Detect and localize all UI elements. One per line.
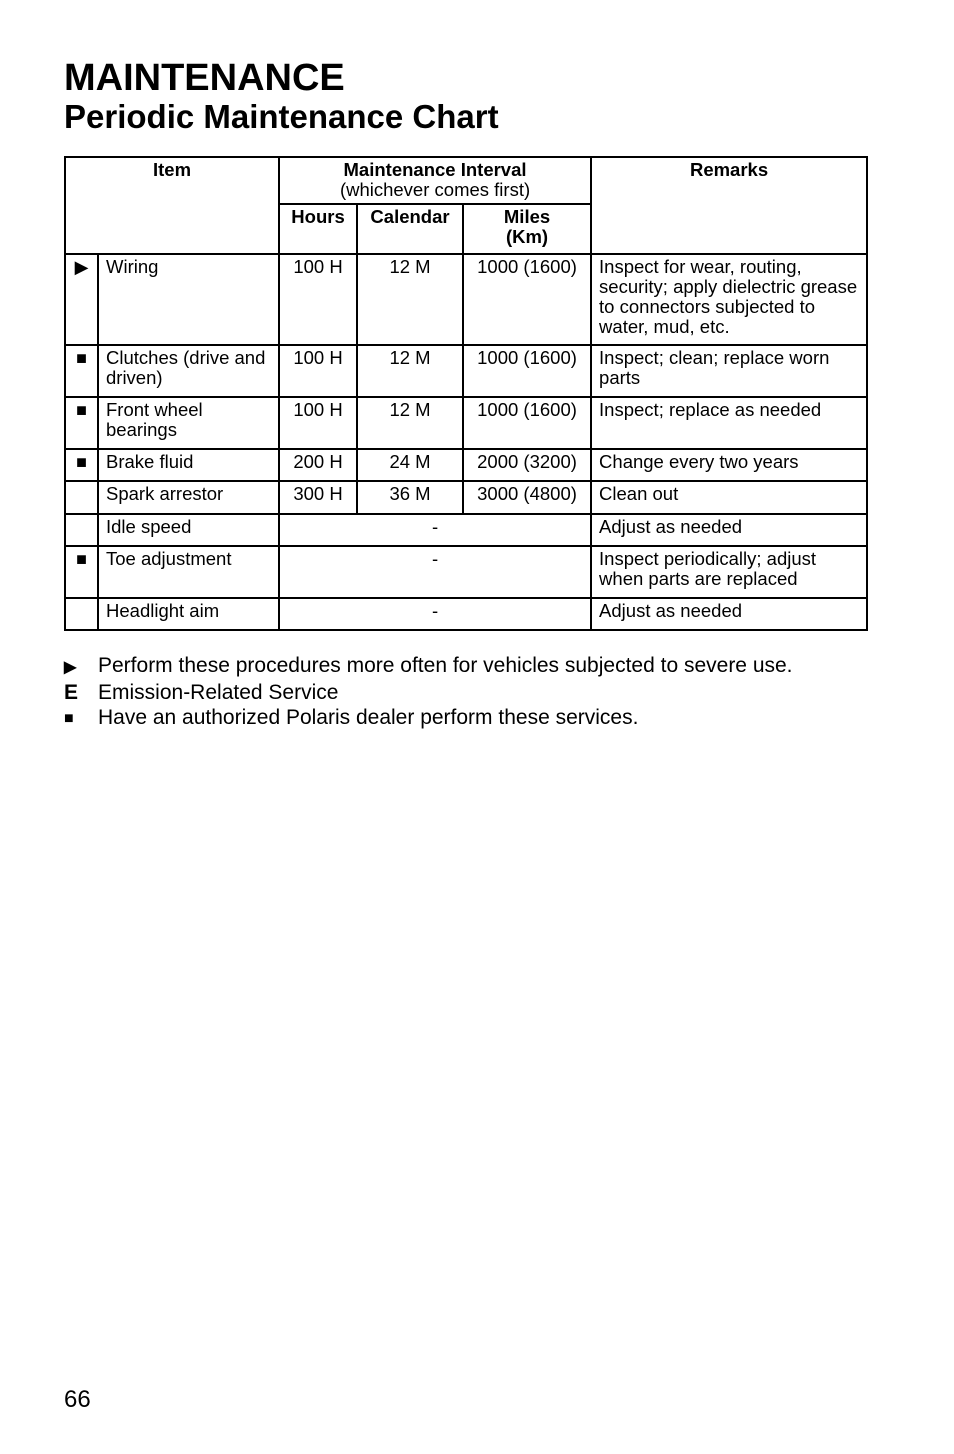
row-miles: 1000 (1600) [463, 397, 591, 449]
row-interval: - [279, 514, 591, 546]
legend-text: Have an authorized Polaris dealer perform these services. [98, 706, 639, 729]
header-remarks: Remarks [591, 157, 867, 254]
row-remarks: Change every two years [591, 449, 867, 481]
row-interval: - [279, 546, 591, 598]
legend-item [64, 680, 864, 705]
header-hours: Hours [279, 204, 357, 254]
table-row [65, 345, 867, 397]
dealer-service-marker: ■ [65, 546, 98, 598]
row-item: Front wheel bearings [98, 397, 279, 449]
header-km-label: (Km) [505, 226, 549, 247]
row-calendar: 12 M [357, 254, 463, 345]
row-marker [65, 598, 98, 630]
header-miles [463, 204, 591, 254]
section-title: Periodic Maintenance Chart [64, 98, 499, 135]
row-marker [65, 481, 98, 514]
row-remarks: Inspect periodically; adjust when parts are replaced [591, 546, 867, 598]
page-number: 66 [64, 1386, 91, 1413]
row-item: Brake fluid [98, 449, 279, 481]
row-calendar: 12 M [357, 345, 463, 397]
emission-icon: E [64, 681, 79, 704]
row-calendar: 12 M [357, 397, 463, 449]
row-remarks: Clean out [591, 481, 867, 514]
table-row [65, 481, 867, 514]
header-interval-note: (whichever comes first) [339, 179, 531, 200]
header-interval [279, 157, 591, 204]
row-hours: 200 H [279, 449, 357, 481]
page-title: MAINTENANCE [64, 57, 345, 99]
row-interval: - [279, 598, 591, 630]
row-miles: 1000 (1600) [463, 345, 591, 397]
row-calendar: 24 M [357, 449, 463, 481]
row-item: Headlight aim [98, 598, 279, 630]
row-miles: 2000 (3200) [463, 449, 591, 481]
table-row [65, 546, 867, 598]
row-hours: 100 H [279, 397, 357, 449]
row-calendar: 36 M [357, 481, 463, 514]
legend-item [64, 653, 864, 680]
row-remarks: Inspect for wear, routing, security; apply dielectric grease to connectors subjected to water, mud, etc. [591, 254, 867, 345]
row-marker [65, 514, 98, 546]
square-icon: ■ [64, 710, 74, 727]
row-item: Idle speed [98, 514, 279, 546]
row-remarks: Adjust as needed [591, 598, 867, 630]
row-remarks: Adjust as needed [591, 514, 867, 546]
dealer-service-marker: ■ [65, 449, 98, 481]
table-header-row [65, 157, 867, 204]
table-row [65, 397, 867, 449]
dealer-service-marker: ■ [65, 397, 98, 449]
row-item: Spark arrestor [98, 481, 279, 514]
row-item: Toe adjustment [98, 546, 279, 598]
header-interval-label: Maintenance Interval [343, 159, 527, 180]
table-row [65, 514, 867, 546]
table-row [65, 598, 867, 630]
legend-text: Emission-Related Service [98, 681, 339, 704]
table-row [65, 254, 867, 345]
legend-text: Perform these procedures more often for vehicles subjected to severe use. [98, 654, 793, 677]
severe-use-marker: ▶ [65, 254, 98, 345]
table-row [65, 449, 867, 481]
row-item: Clutches (drive and driven) [98, 345, 279, 397]
legend-item [64, 705, 864, 731]
header-calendar: Calendar [357, 204, 463, 254]
row-hours: 100 H [279, 254, 357, 345]
legend [64, 653, 864, 731]
header-miles-label: Miles [503, 206, 551, 227]
row-hours: 100 H [279, 345, 357, 397]
dealer-service-marker: ■ [65, 345, 98, 397]
row-miles: 3000 (4800) [463, 481, 591, 514]
row-remarks: Inspect; clean; replace worn parts [591, 345, 867, 397]
triangle-icon: ▶ [64, 659, 77, 676]
row-hours: 300 H [279, 481, 357, 514]
row-item: Wiring [98, 254, 279, 345]
maintenance-chart-table [64, 156, 868, 631]
header-item: Item [65, 157, 279, 254]
row-miles: 1000 (1600) [463, 254, 591, 345]
row-remarks: Inspect; replace as needed [591, 397, 867, 449]
